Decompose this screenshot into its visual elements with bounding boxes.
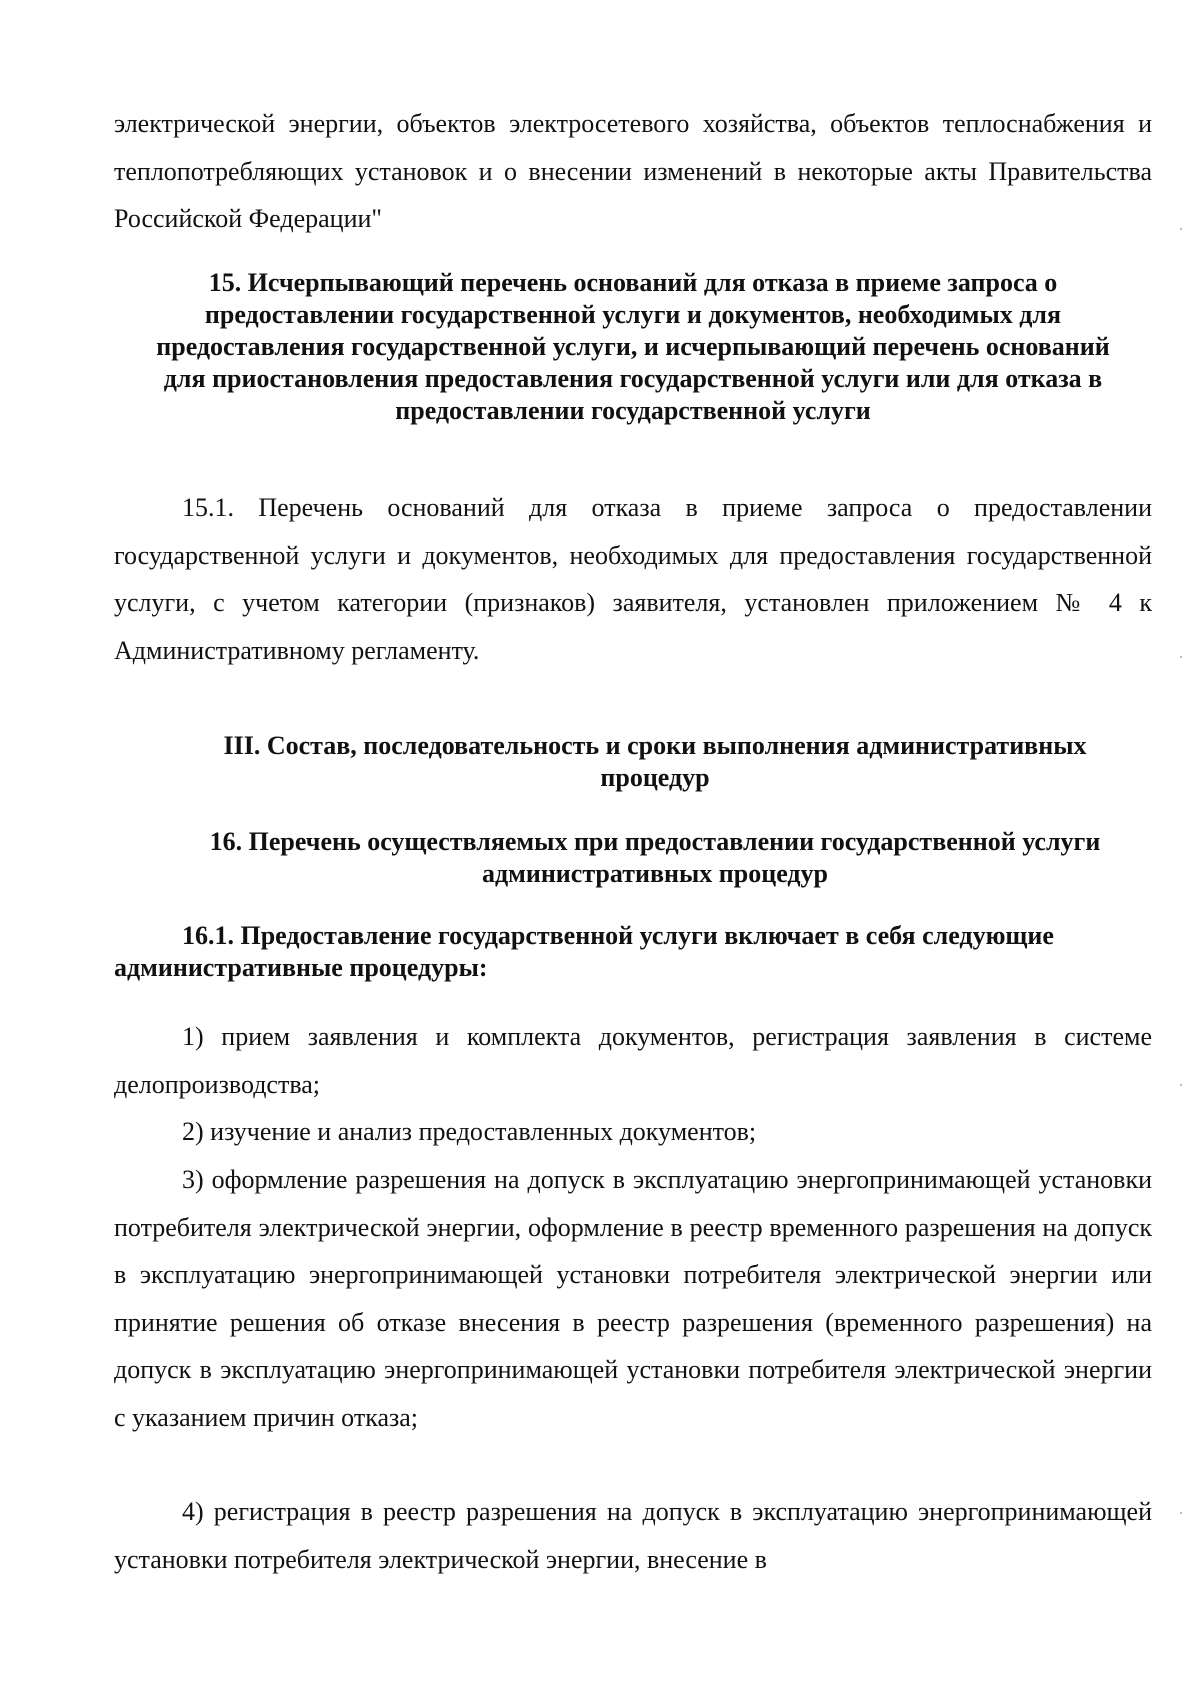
procedure-item-3: 3) оформление разрешения на допуск в эксплуатацию энергопринимающей установки потребителя электрической энергии, оформление в реестр временного разрешения на допуск в эксплуатацию энергопринимающей установки потребителя электрической энергии или принятие решения об отказе внесения в реестр разрешения (временного разрешения) на допуск в эксплуатацию энергопринимающей установки потребителя электрической энергии с указанием причин отказа; — [114, 1165, 1152, 1432]
procedure-item-1: 1) прием заявления и комплекта документов, регистрация заявления в системе делопроизводства; — [114, 1022, 1152, 1099]
scan-mark — [1180, 1512, 1182, 1514]
part-3-heading: III. Состав, последовательность и сроки выполнения административных процедур — [223, 731, 1087, 792]
paragraph-16-1-heading: 16.1. Предоставление государственной услуги включает в себя следующие административные процедуры: — [114, 921, 1054, 982]
scan-mark — [1180, 656, 1182, 658]
section-15-heading: 15. Исчерпывающий перечень оснований для отказа в приеме запроса о предоставлении государственной услуги и документов, необходимых для предоставления государственной услуги, и исчерпывающий перечень оснований для приостановления предоставления государственной услуги или для отказа в предоставлении государственной услуги — [156, 268, 1110, 425]
intro-paragraph: электрической энергии, объектов электросетевого хозяйства, объектов теплоснабжения и теплопотребляющих установок и о внесении изменений в некоторые акты Правительства Российской Федерации" — [114, 109, 1152, 233]
procedure-item-2: 2) изучение и анализ предоставленных документов; — [182, 1117, 757, 1146]
section-16-heading: 16. Перечень осуществляемых при предоставлении государственной услуги административных процедур — [209, 827, 1101, 888]
scan-mark — [1180, 1084, 1182, 1086]
scan-mark — [1180, 228, 1182, 230]
procedure-item-4: 4) регистрация в реестр разрешения на допуск в эксплуатацию энергопринимающей установки потребителя электрической энергии, внесение в — [114, 1497, 1152, 1574]
paragraph-15-1: 15.1. Перечень оснований для отказа в приеме запроса о предоставлении государственной услуги и документов, необходимых для предоставления государственной услуги, с учетом категории (признаков) заявителя, установлен приложением № 4 к Административному регламенту. — [114, 493, 1152, 665]
